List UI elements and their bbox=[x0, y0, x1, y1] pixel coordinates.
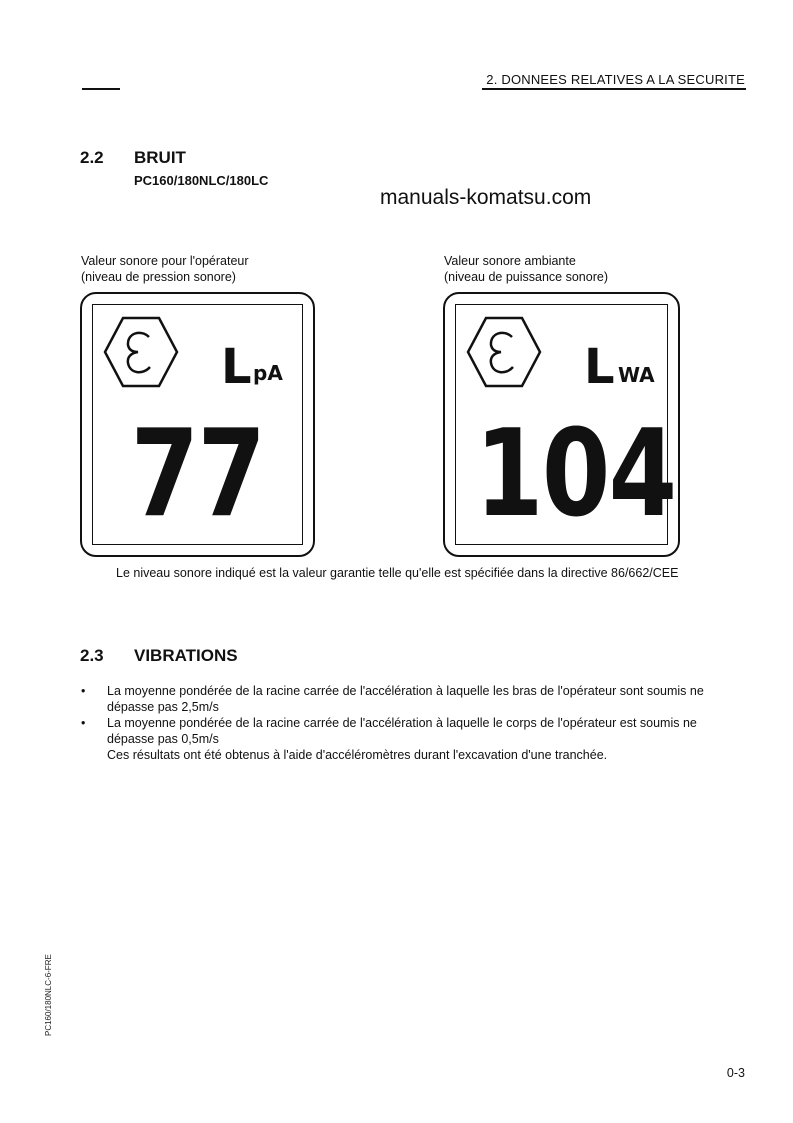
model-list: PC160/180NLC/180LC bbox=[134, 173, 269, 188]
noise-label-ambient bbox=[443, 292, 680, 557]
section-number-vibrations: 2.3 bbox=[80, 646, 104, 665]
list-conclusion bbox=[81, 747, 751, 763]
section-number-noise: 2.2 bbox=[80, 148, 104, 167]
list-item-line: dépasse pas 2,5m/s bbox=[107, 700, 219, 714]
section-title-noise: BRUIT bbox=[134, 148, 186, 167]
running-header: 2. DONNEES RELATIVES A LA SECURITE bbox=[486, 72, 745, 87]
watermark: manuals-komatsu.com bbox=[380, 186, 592, 209]
caption-line: (niveau de puissance sonore) bbox=[444, 270, 608, 284]
sound-value: 104 bbox=[474, 405, 676, 544]
list-item bbox=[81, 715, 751, 747]
list-item-line: La moyenne pondérée de la racine carrée de l'accélération à laquelle les bras de l'opérateur sont soumis ne bbox=[107, 684, 704, 698]
noise-label-inner bbox=[92, 304, 303, 545]
caption-line: Valeur sonore pour l'opérateur bbox=[81, 254, 249, 268]
label-caption-ambient bbox=[444, 253, 608, 285]
noise-label-operator bbox=[80, 292, 315, 557]
list-item bbox=[81, 683, 751, 715]
sound-symbol-main: L bbox=[221, 339, 252, 395]
caption-line: Valeur sonore ambiante bbox=[444, 254, 576, 268]
ce-hexagon-icon bbox=[103, 315, 179, 389]
header-rule-right bbox=[482, 88, 746, 90]
conclusion-text: Ces résultats ont été obtenus à l'aide d'accéléromètres durant l'excavation d'une tranchée. bbox=[107, 748, 608, 762]
sound-symbol-subscript: WA bbox=[618, 363, 655, 387]
bullet-icon: • bbox=[81, 716, 86, 730]
sound-symbol-main: L bbox=[584, 339, 615, 395]
bullet-icon: • bbox=[81, 684, 86, 698]
vibration-list bbox=[81, 683, 751, 763]
header-rule-left bbox=[82, 88, 120, 90]
document-code: PC160/180NLC-6-FRE bbox=[44, 954, 53, 1036]
label-caption-operator bbox=[81, 253, 249, 285]
list-item-line: La moyenne pondérée de la racine carrée de l'accélération à laquelle le corps de l'opérateur est soumis ne bbox=[107, 716, 697, 730]
page-number: 0-3 bbox=[726, 1066, 745, 1080]
sound-symbol-subscript: pA bbox=[253, 361, 283, 385]
ce-hexagon-icon bbox=[466, 315, 542, 389]
noise-directive-note: Le niveau sonore indiqué est la valeur garantie telle qu'elle est spécifiée dans la directive 86/662/CEE bbox=[116, 566, 679, 580]
caption-line: (niveau de pression sonore) bbox=[81, 270, 236, 284]
section-title-vibrations: VIBRATIONS bbox=[134, 646, 238, 665]
list-item-line: dépasse pas 0,5m/s bbox=[107, 732, 219, 746]
noise-label-inner bbox=[455, 304, 676, 545]
sound-value: 77 bbox=[130, 405, 265, 544]
